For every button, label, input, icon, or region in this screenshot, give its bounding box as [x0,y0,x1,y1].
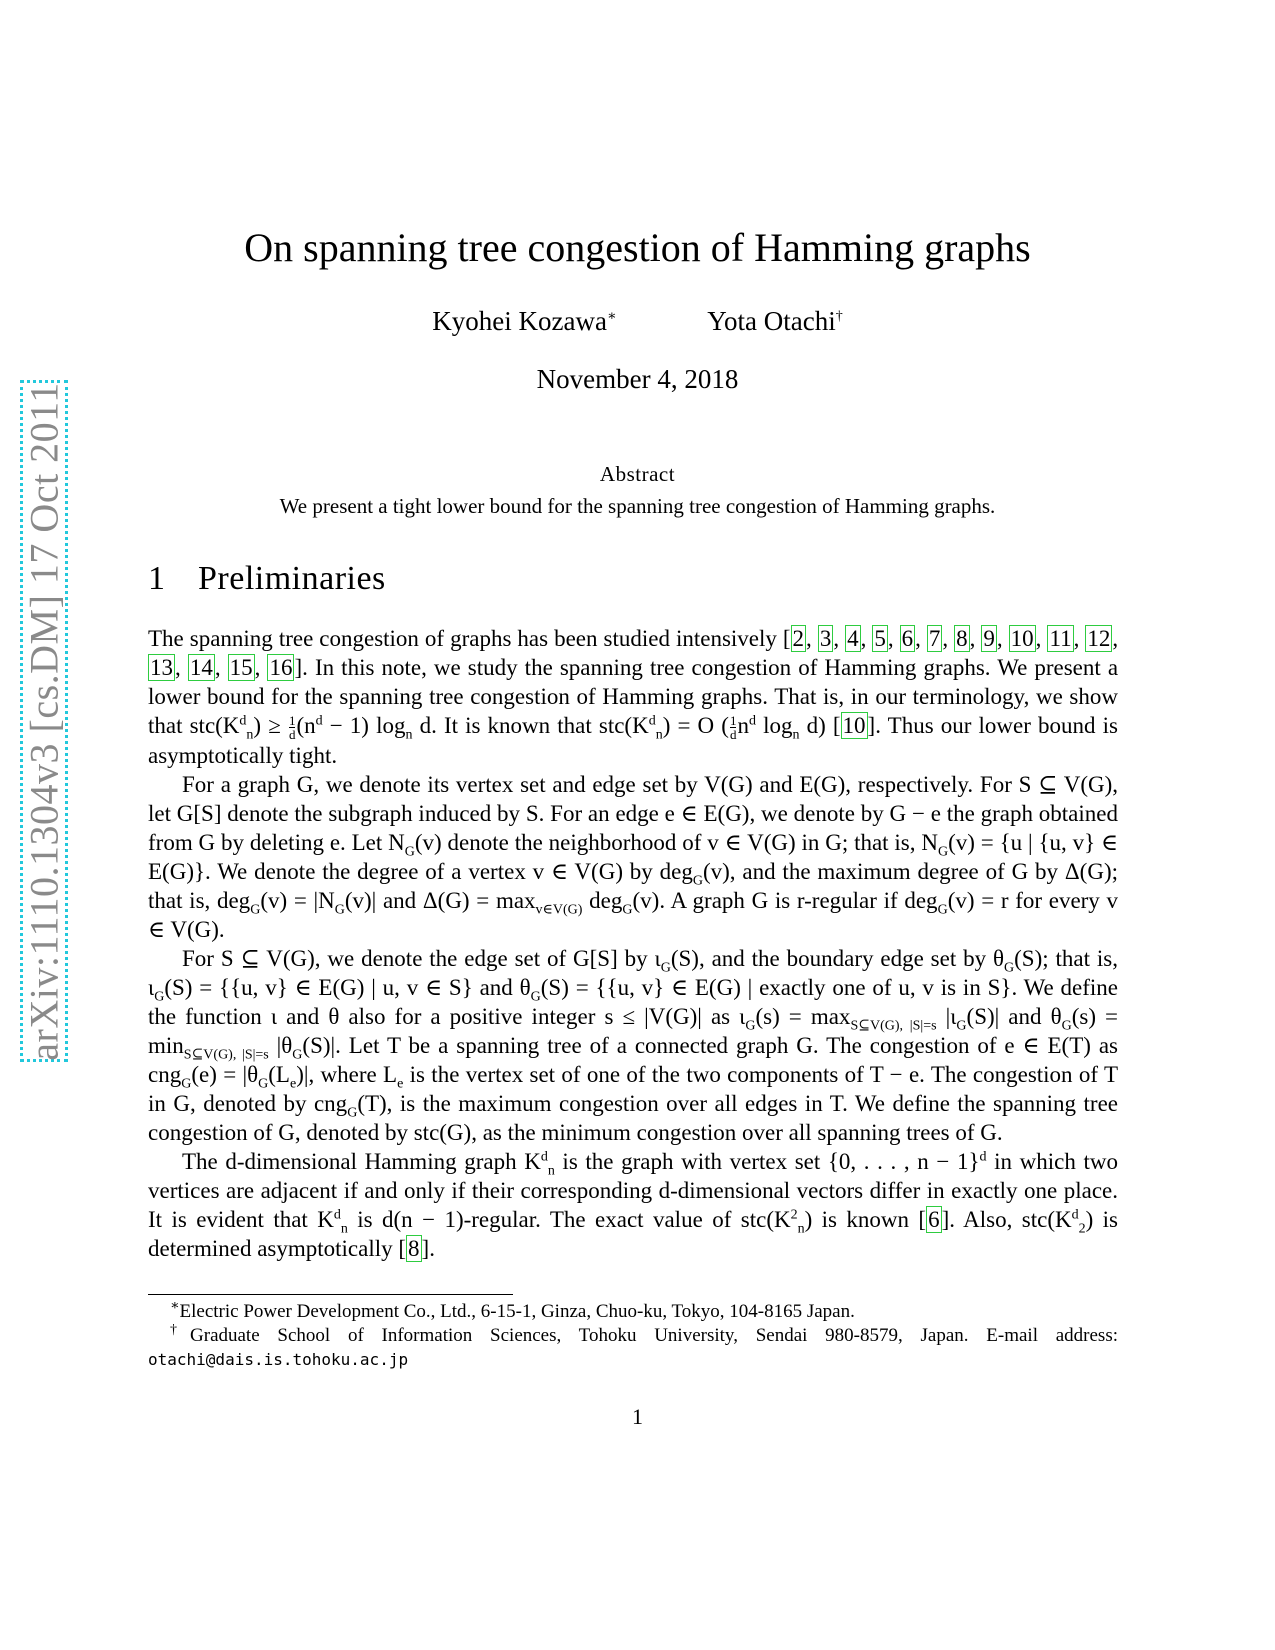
author-1: Kyohei Kozawa∗ [432,306,617,336]
paragraph-3: For S ⊆ V(G), we denote the edge set of G[S] by $\iota_G(S)$, and the boundary edge set by $\theta_G(S)$; that is, $\iota_G(S) = \{\{u$, v} ∈ E(G) | u, v ∈ S} and $\theta_G(S) = \{\{u$, v} ∈ E(G) | exactly one of u, v is in S}. We define the function ι and θ also for a positive integer s ≤ |V(G)| as $\iota_G(s) = \max_{S⊆V(G), |S|=s} |\iota_G(S)|$ and $\theta_G(s) = \min_{S⊆V(G), |S|=s} |\theta_G(S)|$. Let T be a spanning tree of a connected graph G. The congestion of e ∈ E(T) as $cng_G(e) = |\theta_G(L_e)|$, where $L_e$ is the vertex set of one of the two components of T − e. The congestion of T in G, denoted by cng$_G$(T), is the maximum congestion over all edges in T. We define the spanning tree congestion of G, denoted by stc(G), as the minimum congestion over all spanning trees of G. [148,946,1119,1146]
footnote-2: †Graduate School of Information Sciences, Tohoku University, Sendai 980-8579, Japan. E-mail address: otachi@dais.is.tohoku.ac.jp [148,1322,1118,1369]
section-number: 1 [148,560,166,597]
abstract-heading: Abstract [599,462,676,486]
paper-title: On spanning tree congestion of Hamming graphs [244,225,1031,270]
citation-link[interactable]: 15 [229,655,253,680]
citation-link[interactable]: 8 [408,1236,420,1262]
citation-link[interactable]: 4 [847,626,859,651]
citation-link[interactable]: 3 [819,626,832,651]
paper-date: November 4, 2018 [536,364,739,394]
paragraph-4: The d-dimensional Hamming graph $K^d_n$ is the graph with vertex set {0, . . . , n − 1}$^d$ in which two vertices are adjacent if and only if their corresponding d-dimensional vectors differ in exactly one place. It is evident that $K^d_n$ is d(n − 1)-regular. The exact value of $stc(K^2_n)$ is known [6]. Also, $stc(K^d_2)$ is determined asymptotically [8]. [148,1149,1119,1262]
citation-link[interactable]: 6 [928,1207,940,1233]
footnote-1: ∗Electric Power Development Co., Ltd., 6-15-1, Ginza, Chuo-ku, Tokyo, 104-8165 Japan. [170,1298,855,1322]
paragraph-1: The spanning tree congestion of graphs has been studied intensively [2, 3, 4, 5, 6, 7, 8, 9, 10, 11, 12, 13, 14, 15, 16]. In this note, we study the spanning tree congestion of Hamming graphs. We present a lower bound for the spanning tree congestion of Hamming graphs. That is, in our terminology, we show that $stc(K^d_n)$ ≥ $\frac{1}{d}$ $(n^d - 1)$ $\log_n d$. It is known that $stc(K^d_n) = O$ ( $\frac{1}{d}$ $n^d$ $\log_n d$) [10]. Thus our lower bound is asymptotically tight. [148,626,1119,769]
citation-link[interactable]: 10 [1010,626,1034,651]
citation-link[interactable]: 11 [1049,626,1072,651]
citation-link[interactable]: 10 [842,713,866,738]
citation-link[interactable]: 9 [983,626,995,651]
citation-link[interactable]: 13 [150,655,173,680]
page-number: 1 [632,1404,643,1429]
footnotes [148,1300,1118,1372]
footnote-rule [148,1294,513,1295]
fraction: $\frac{1}{d}$ [288,713,296,743]
arxiv-stamp-text: arXiv:1110.1304v3 [cs.DM] 17 Oct 2011 [21,381,67,1061]
email-address: otachi@dais.is.tohoku.ac.jp [148,1350,409,1369]
citation-link[interactable]: 14 [189,655,213,680]
body-text [148,624,1118,1263]
citation-link[interactable]: 6 [901,626,914,651]
fraction: $\frac{1}{d}$ [729,713,737,743]
paragraph-2: For a graph G, we denote its vertex set and edge set by V(G) and E(G), respectively. For S ⊆ V(G), let G[S] denote the subgraph induced by S. For an edge e ∈ E(G), we denote by G − e the graph obtained from G by deleting e. Let $N_G(v)$ denote the neighborhood of v ∈ V(G) in G; that is, $N_G(v) = \{u$ | {u, v} ∈ E(G)}. We denote the degree of a vertex v ∈ V(G) by deg$_G$(v), and the maximum degree of G by Δ(G); that is, $deg_G(v) = |N_G(v)|$ and $\Delta(G) = \max_{v\in V(G)} deg_G(v)$. A graph G is r-regular if deg$_G$(v) = r for every v ∈ V(G). [148,772,1119,943]
citation-link[interactable]: 12 [1087,626,1111,651]
citation-link[interactable]: 7 [928,626,941,651]
section-title: Preliminaries [198,560,386,597]
author-list [0,306,1275,337]
citation-link[interactable]: 2 [792,626,805,651]
author-2: Yota Otachi† [707,306,843,336]
citation-link[interactable]: 16 [269,655,293,680]
section-heading [148,560,386,598]
citation-link[interactable]: 8 [956,626,968,651]
abstract-text: We present a tight lower bound for the spanning tree congestion of Hamming graphs. [279,494,996,518]
citation-link[interactable]: 5 [874,626,886,651]
